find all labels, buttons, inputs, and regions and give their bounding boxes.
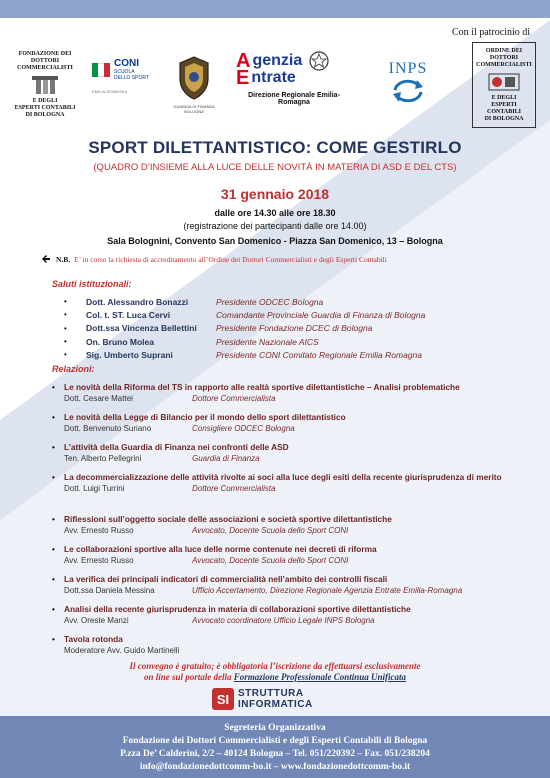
logo-text: COMMERCIALISTI [17, 65, 73, 71]
gdf-crest-icon [177, 55, 211, 101]
talk-title: Le collaborazioni sportive alla luce delle norme contenute nei decreti di riforma [64, 544, 377, 554]
talk-speaker-role: Avvocato, Docente Scuola dello Sport CONI [192, 556, 349, 565]
nb-text: E’ in corso la richiesta di accreditamento all’Ordine dei Dottori Commercialisti e degli Esperti Contabili [74, 254, 387, 264]
logo-text: FONDAZIONE DEI [18, 51, 72, 57]
italy-flag-icon [92, 63, 110, 77]
greeting-item [64, 322, 504, 335]
greeting-item [64, 308, 504, 321]
logo-text: ORDINE DEI DOTTORI [485, 47, 523, 61]
logo-text: E DEGLI [32, 98, 58, 104]
formazione-link[interactable]: Formazione Professionale Continua Unificata [233, 672, 407, 682]
italian-republic-emblem-icon [308, 50, 330, 72]
accreditation-note [40, 253, 510, 265]
bullet: • [52, 473, 55, 482]
bullet: • [52, 383, 55, 392]
logo-text: DI BOLOGNA [25, 112, 65, 118]
fondazione-dcec-logo [14, 42, 76, 128]
logo-text: COMMERCIALISTI [476, 61, 532, 68]
guardia-di-finanza-logo [170, 52, 218, 116]
coni-sub: DELLO SPORT [114, 74, 149, 81]
inps-logo [386, 56, 430, 106]
gdf-caption: GUARDIA DI FINANZA BOLOGNA [173, 103, 215, 114]
greeting-name: Col. t. ST. Luca Cervi [86, 309, 171, 320]
bullet: • [52, 545, 55, 554]
agenzia-entrate-logo [236, 50, 352, 106]
bullet: • [52, 443, 55, 452]
bullet: • [52, 575, 55, 584]
bullet: • [52, 413, 55, 422]
registration-note [0, 661, 550, 683]
talk-speaker-role: Avvocato coordinatore Ufficio Legale INPS Bologna [192, 616, 375, 625]
patronage-label: Con il patrocinio di [452, 27, 531, 38]
bullet: • [64, 350, 67, 360]
talk-speaker-role: Dottore Commercialista [192, 394, 276, 403]
talk-speaker: Dott. Cesare Mattei [64, 394, 133, 403]
talk-speaker: Dott. Benvenuto Suriano [64, 424, 152, 433]
struttura-informatica-logo [212, 686, 342, 712]
talk-title: Analisi della recente giurisprudenza in materia di collaborazioni sportive dilettantistiche [64, 604, 411, 614]
coni-region: EMILIA-ROMAGNA [92, 88, 128, 94]
talk-speaker-role: Guardia di Finanza [192, 454, 260, 463]
greeting-name: Dott.ssa Vincenza Bellettini [86, 323, 197, 334]
bullet: • [64, 337, 67, 347]
greeting-name: Sig. Umberto Suprani [86, 349, 173, 360]
talk-item [52, 634, 502, 656]
greeting-role: Presidente ODCEC Bologna [216, 296, 324, 307]
talk-title: L’attività della Guardia di Finanza nei confronti delle ASD [64, 442, 289, 452]
footer-address: P.zza De’ Calderini, 2/2 – 40124 Bologna – Tel. 051/220392 – Fax. 051/238204 [120, 749, 430, 759]
logo-text: E DEGLI [491, 94, 517, 101]
talk-speaker: Avv. Oreste Manzi [64, 616, 129, 625]
talk-speaker: Avv. Ernesto Russo [64, 556, 134, 565]
footer-organization: Fondazione dei Dottori Commercialisti e degli Esperti Contabili di Bologna [122, 736, 428, 746]
greetings-list [64, 295, 504, 361]
bullet: • [52, 605, 55, 614]
talk-title: La decommercializzazione delle attività rivolte ai soci alla luce degli esiti della recente giurisprudenza di merito [64, 472, 502, 482]
coni-name: CONI [114, 57, 139, 69]
greeting-item [64, 348, 504, 361]
note-line: Il convegno è gratuito; è obbligatoria l’iscrizione da effettuarsi esclusivamente [129, 661, 421, 671]
footer [0, 716, 550, 778]
talk-speaker: Dott.ssa Daniela Messina [64, 586, 155, 595]
coni-logo [92, 55, 154, 97]
talk-speaker: Moderatore Avv. Guido Martinelli [64, 646, 180, 655]
event-time: dalle ore 14.30 alle ore 18.30 [214, 208, 336, 218]
talk-item [52, 514, 502, 536]
talk-title: Le novità della Riforma del TS in rapporto alle realtà sportive dilettantistiche – Analisi problematiche [64, 382, 460, 392]
logo-text: DI BOLOGNA [484, 115, 524, 122]
footer-contacts[interactable]: info@fondazionedottcomm-bo.it – www.fondazionedottcomm-bo.it [139, 762, 411, 772]
ordine-dcec-logo [472, 42, 536, 128]
sponsor-text: STRUTTURA [238, 688, 304, 699]
greeting-role: Presidente Nazionale AICS [216, 336, 319, 347]
talk-item [52, 472, 502, 494]
hand-pointer-icon [40, 253, 52, 265]
talk-speaker-role: Ufficio Accertamento, Direzione Regionale Agenzia Entrate Emilia-Romagna [192, 586, 463, 595]
logo-text: ESPERTI CONTABILI [14, 105, 76, 111]
talk-item [52, 574, 502, 596]
bullet: • [64, 310, 67, 320]
registration-time: (registrazione dei partecipanti dalle ore 14.00) [183, 221, 367, 231]
talk-item [52, 382, 502, 404]
ade-subtitle: Direzione Regionale Emilia-Romagna [248, 92, 340, 106]
inps-name: INPS [388, 60, 428, 77]
event-venue: Sala Bolognini, Convento San Domenico - Piazza San Domenico, 13 – Bologna [107, 236, 443, 246]
talk-item [52, 442, 502, 464]
logo-text: ESPERTI CONTABILI [487, 101, 521, 115]
talk-speaker: Ten. Alberto Pellegrini [64, 454, 142, 463]
talk-speaker-role: Dottore Commercialista [192, 484, 276, 493]
greeting-role: Comandante Provinciale Guardia di Finanza di Bologna [216, 309, 426, 320]
bullet: • [52, 515, 55, 524]
talk-speaker: Dott. Luigi Turrini [64, 484, 125, 493]
note-prefix: on line sul portale della [143, 672, 234, 682]
greeting-name: On. Bruno Molea [86, 336, 154, 347]
greeting-role: Presidente CONI Comitato Regionale Emilia Romagna [216, 349, 422, 360]
ordine-emblem-icon [487, 71, 521, 93]
talk-item [52, 544, 502, 566]
bullet: • [64, 297, 67, 307]
ade-word: genzia [252, 52, 303, 69]
talk-title: Riflessioni sull’oggetto sociale delle associazioni e società sportive dilettantistiche [64, 514, 392, 524]
inps-arrows-icon [391, 78, 425, 102]
talk-speaker-role: Avvocato, Docente Scuola dello Sport CONI [192, 526, 349, 535]
talk-title: La verifica dei principali indicatori di commercialità nell’ambito dei controlli fiscali [64, 574, 388, 584]
talk-item [52, 604, 502, 626]
ade-word: ntrate [251, 69, 296, 86]
talk-title: Tavola rotonda [64, 634, 123, 644]
talk-speaker: Avv. Ernesto Russo [64, 526, 134, 535]
event-date: 31 gennaio 2018 [220, 186, 330, 202]
greeting-name: Dott. Alessandro Bonazzi [86, 296, 189, 307]
talk-item [52, 412, 502, 434]
bullet: • [64, 323, 67, 333]
nb-label: N.B. [56, 254, 71, 264]
bullet: • [52, 635, 55, 644]
greeting-role: Presidente Fondazione DCEC di Bologna [216, 323, 373, 334]
event-title: SPORT DILETTANTISTICO: COME GESTIRLO [88, 138, 462, 157]
coni-sub: SCUOLA [114, 68, 135, 75]
talks-label: Relazioni: [52, 364, 95, 374]
sponsor-text: INFORMATICA [238, 699, 313, 710]
footer-title: Segreteria Organizzativa [224, 723, 326, 733]
ade-e-letter: E [236, 67, 250, 89]
column-emblem-icon [30, 74, 60, 96]
talk-title: Le novità della Legge di Bilancio per il mondo dello sport dilettantistico [64, 412, 346, 422]
event-subtitle: (QUADRO D’INSIEME ALLA LUCE DELLE NOVITÀ IN MATERIA DI ASD E DEL CTS) [93, 162, 457, 173]
ade-a-letter: A [236, 50, 251, 72]
greeting-item [64, 335, 504, 348]
greeting-item [64, 295, 504, 308]
logo-text: DOTTORI [30, 58, 60, 64]
si-mark-icon: SI [212, 688, 234, 710]
greetings-label: Saluti istituzionali: [52, 279, 132, 289]
talk-speaker-role: Consigliere ODCEC Bologna [192, 424, 295, 433]
